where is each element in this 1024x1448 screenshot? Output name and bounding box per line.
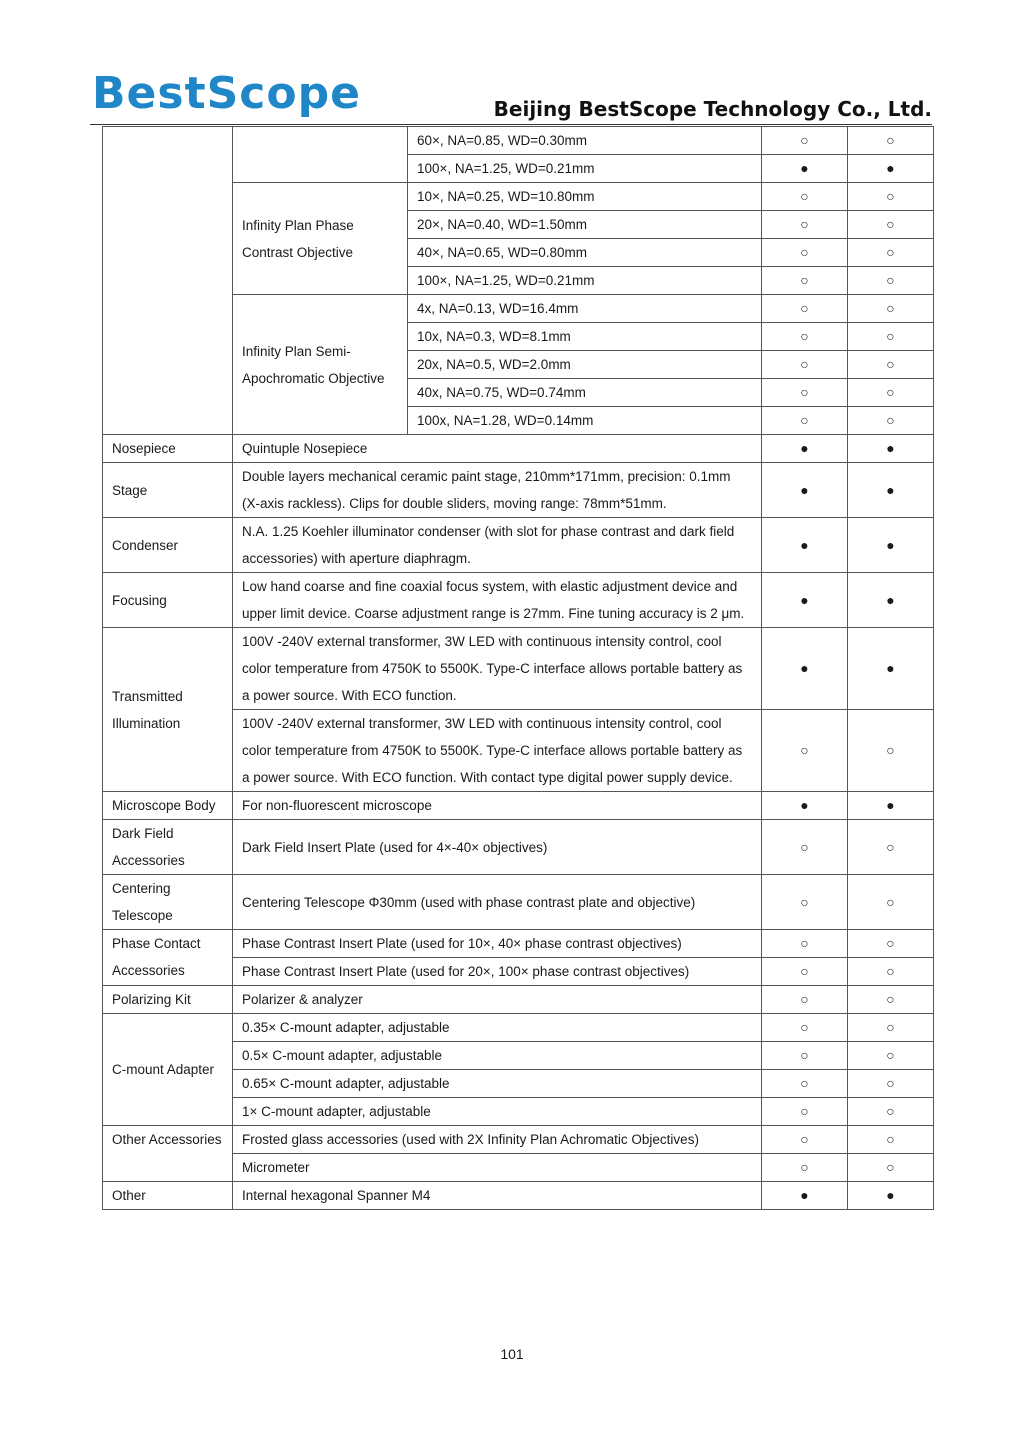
option-mark: ○ <box>762 267 848 295</box>
table-row <box>103 820 934 875</box>
standard-mark: ● <box>762 155 848 183</box>
description-cell: 1× C-mount adapter, adjustable <box>233 1098 762 1126</box>
table-row <box>103 792 934 820</box>
option-mark: ○ <box>848 267 934 295</box>
spec-cell: 100×, NA=1.25, WD=0.21mm <box>408 155 762 183</box>
option-mark: ○ <box>762 211 848 239</box>
standard-mark: ● <box>762 435 848 463</box>
category-cell: Condenser <box>103 518 233 573</box>
standard-mark: ● <box>762 518 848 573</box>
option-mark: ○ <box>762 183 848 211</box>
option-mark: ○ <box>848 1154 934 1182</box>
option-mark: ○ <box>848 710 934 792</box>
option-mark: ○ <box>848 958 934 986</box>
page-header <box>92 70 932 126</box>
category-cell: Nosepiece <box>103 435 233 463</box>
option-mark: ○ <box>762 379 848 407</box>
description-cell: 100V -240V external transformer, 3W LED with continuous intensity control, cool color temperature from 4750K to 5500K. Type-C interface allows portable battery as a power source. With ECO function. With contact type digital power supply device. <box>233 710 762 792</box>
option-mark: ○ <box>762 875 848 930</box>
standard-mark: ● <box>848 435 934 463</box>
spec-cell: 10x, NA=0.3, WD=8.1mm <box>408 323 762 351</box>
option-mark: ○ <box>762 1070 848 1098</box>
description-cell: Quintuple Nosepiece <box>233 435 762 463</box>
table-row <box>103 1126 934 1154</box>
description-cell: For non-fluorescent microscope <box>233 792 762 820</box>
description-cell: Centering Telescope Φ30mm (used with phase contrast plate and objective) <box>233 875 762 930</box>
option-mark: ○ <box>848 1098 934 1126</box>
standard-mark: ● <box>848 518 934 573</box>
description-cell: Phase Contrast Insert Plate (used for 20×, 100× phase contrast objectives) <box>233 958 762 986</box>
spec-cell: 20x, NA=0.5, WD=2.0mm <box>408 351 762 379</box>
standard-mark: ● <box>762 573 848 628</box>
option-mark: ○ <box>762 986 848 1014</box>
option-mark: ○ <box>762 1154 848 1182</box>
table-row <box>103 1182 934 1210</box>
option-mark: ○ <box>762 1014 848 1042</box>
description-cell: Polarizer & analyzer <box>233 986 762 1014</box>
category-cell: Focusing <box>103 573 233 628</box>
option-mark: ○ <box>762 295 848 323</box>
header-rule <box>90 124 932 125</box>
category-cell: Phase Contact Accessories <box>103 930 233 986</box>
option-mark: ○ <box>848 211 934 239</box>
option-mark: ○ <box>762 930 848 958</box>
description-cell: 0.5× C-mount adapter, adjustable <box>233 1042 762 1070</box>
spec-cell: 60×, NA=0.85, WD=0.30mm <box>408 127 762 155</box>
category-cell: Transmitted Illumination <box>103 628 233 792</box>
table-row <box>103 573 934 628</box>
option-mark: ○ <box>762 958 848 986</box>
table-row <box>103 435 934 463</box>
table-row <box>103 518 934 573</box>
option-mark: ○ <box>848 1070 934 1098</box>
standard-mark: ● <box>848 792 934 820</box>
description-cell: Dark Field Insert Plate (used for 4×-40× objectives) <box>233 820 762 875</box>
category-cell: Dark Field Accessories <box>103 820 233 875</box>
option-mark: ○ <box>848 239 934 267</box>
category-cell: Centering Telescope <box>103 875 233 930</box>
standard-mark: ● <box>762 1182 848 1210</box>
option-mark: ○ <box>848 820 934 875</box>
category-cell: Stage <box>103 463 233 518</box>
standard-mark: ● <box>848 628 934 710</box>
option-mark: ○ <box>848 379 934 407</box>
objective-category-cell <box>103 127 233 435</box>
table-row <box>103 628 934 710</box>
table-row <box>103 986 934 1014</box>
category-cell: C-mount Adapter <box>103 1014 233 1126</box>
option-mark: ○ <box>848 875 934 930</box>
standard-mark: ● <box>762 463 848 518</box>
bestscope-logo: BestScope <box>92 68 361 119</box>
option-mark: ○ <box>762 820 848 875</box>
standard-mark: ● <box>848 463 934 518</box>
item-cell: Infinity Plan Phase Contrast Objective <box>233 183 408 295</box>
standard-mark: ● <box>848 1182 934 1210</box>
description-cell: Frosted glass accessories (used with 2X Infinity Plan Achromatic Objectives) <box>233 1126 762 1154</box>
option-mark: ○ <box>848 351 934 379</box>
standard-mark: ● <box>848 155 934 183</box>
table-row <box>103 930 934 958</box>
page-number: 101 <box>500 1346 524 1362</box>
spec-table <box>102 126 934 1210</box>
option-mark: ○ <box>848 930 934 958</box>
category-cell: Polarizing Kit <box>103 986 233 1014</box>
option-mark: ○ <box>762 1098 848 1126</box>
standard-mark: ● <box>848 573 934 628</box>
option-mark: ○ <box>848 323 934 351</box>
description-cell: Micrometer <box>233 1154 762 1182</box>
table-row <box>103 463 934 518</box>
option-mark: ○ <box>848 407 934 435</box>
option-mark: ○ <box>848 183 934 211</box>
option-mark: ○ <box>762 1126 848 1154</box>
option-mark: ○ <box>848 1014 934 1042</box>
spec-cell: 40×, NA=0.65, WD=0.80mm <box>408 239 762 267</box>
option-mark: ○ <box>762 127 848 155</box>
table-row <box>103 127 934 155</box>
option-mark: ○ <box>762 239 848 267</box>
description-cell: Low hand coarse and fine coaxial focus system, with elastic adjustment device and upper limit device. Coarse adjustment range is 27mm. Fine tuning accuracy is 2 μm. <box>233 573 762 628</box>
category-cell: Microscope Body <box>103 792 233 820</box>
table-row <box>103 1014 934 1042</box>
option-mark: ○ <box>848 986 934 1014</box>
option-mark: ○ <box>848 1126 934 1154</box>
option-mark: ○ <box>762 1042 848 1070</box>
description-cell: 0.35× C-mount adapter, adjustable <box>233 1014 762 1042</box>
spec-cell: 4x, NA=0.13, WD=16.4mm <box>408 295 762 323</box>
option-mark: ○ <box>762 407 848 435</box>
objective-item-cell <box>233 127 408 183</box>
description-cell: Phase Contrast Insert Plate (used for 10×, 40× phase contrast objectives) <box>233 930 762 958</box>
spec-cell: 100x, NA=1.28, WD=0.14mm <box>408 407 762 435</box>
standard-mark: ● <box>762 628 848 710</box>
category-cell: Other Accessories <box>103 1126 233 1182</box>
option-mark: ○ <box>762 351 848 379</box>
spec-cell: 100×, NA=1.25, WD=0.21mm <box>408 267 762 295</box>
spec-cell: 40x, NA=0.75, WD=0.74mm <box>408 379 762 407</box>
description-cell: Internal hexagonal Spanner M4 <box>233 1182 762 1210</box>
spec-cell: 20×, NA=0.40, WD=1.50mm <box>408 211 762 239</box>
option-mark: ○ <box>848 127 934 155</box>
item-cell: Infinity Plan Semi-Apochromatic Objective <box>233 295 408 435</box>
standard-mark: ● <box>762 792 848 820</box>
table-row <box>103 875 934 930</box>
category-cell: Other <box>103 1182 233 1210</box>
option-mark: ○ <box>762 323 848 351</box>
option-mark: ○ <box>848 295 934 323</box>
option-mark: ○ <box>762 710 848 792</box>
description-cell: N.A. 1.25 Koehler illuminator condenser (with slot for phase contrast and dark field accessories) with aperture diaphragm. <box>233 518 762 573</box>
description-cell: 0.65× C-mount adapter, adjustable <box>233 1070 762 1098</box>
description-cell: Double layers mechanical ceramic paint stage, 210mm*171mm, precision: 0.1mm (X-axis rackless). Clips for double sliders, moving range: 78mm*51mm. <box>233 463 762 518</box>
option-mark: ○ <box>848 1042 934 1070</box>
company-name: Beijing BestScope Technology Co., Ltd. <box>493 97 932 121</box>
spec-cell: 10×, NA=0.25, WD=10.80mm <box>408 183 762 211</box>
description-cell: 100V -240V external transformer, 3W LED with continuous intensity control, cool color temperature from 4750K to 5500K. Type-C interface allows portable battery as a power source. With ECO function. <box>233 628 762 710</box>
